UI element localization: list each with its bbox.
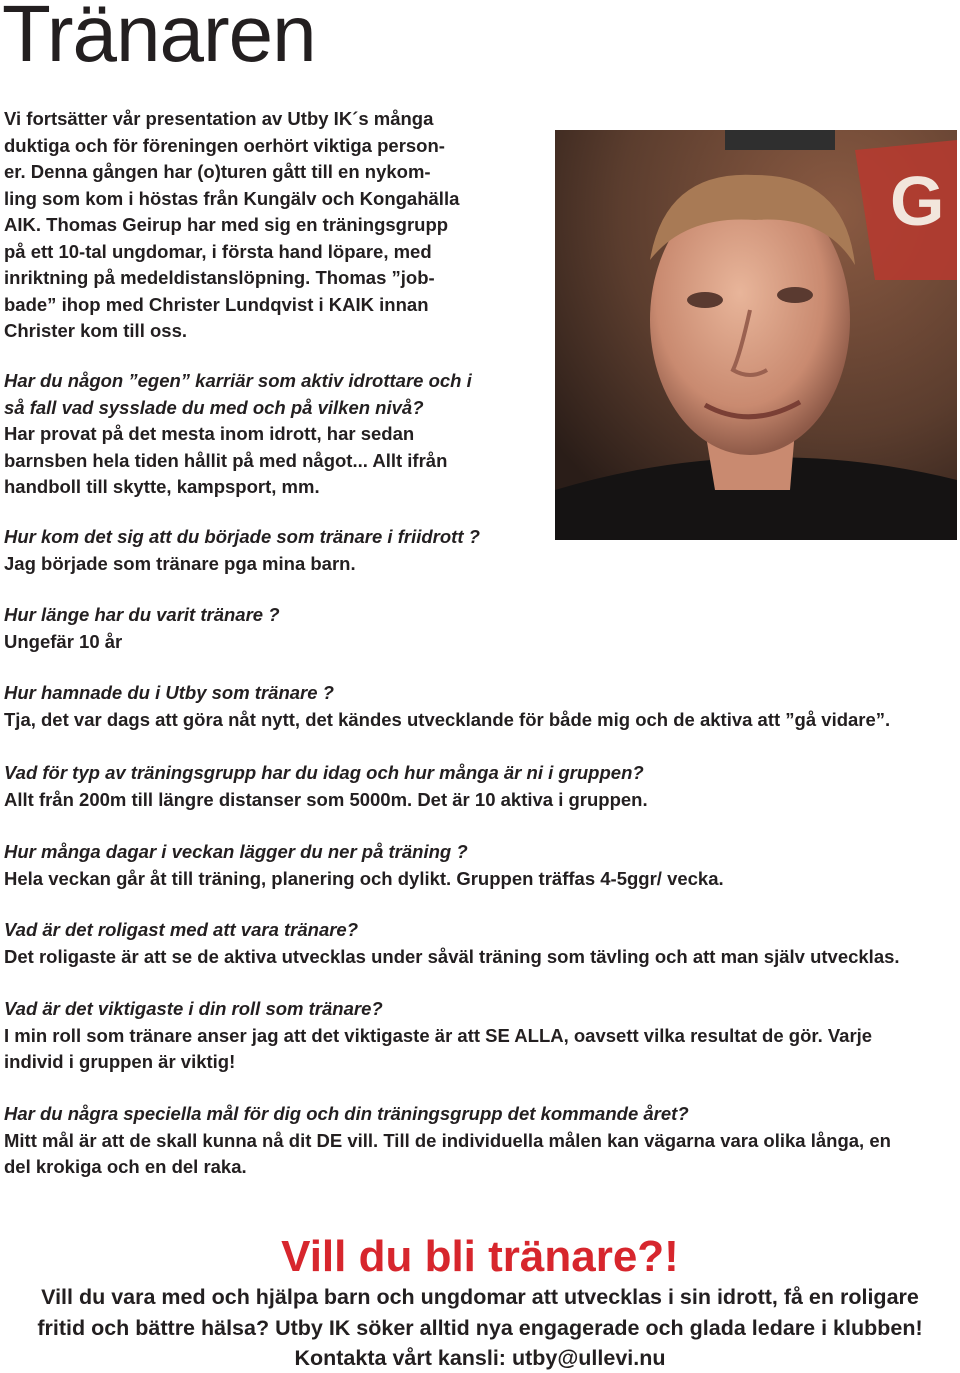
question-line: Hur hamnade du i Utby som tränare ?: [4, 682, 334, 703]
contact-label: Kontakta vårt kansli:: [294, 1346, 512, 1370]
question-line: Hur många dagar i veckan lägger du ner på träning ?: [4, 841, 468, 862]
intro-line: Vi fortsätter vår presentation av Utby IK´s många: [4, 108, 434, 129]
page-title: Tränaren: [2, 0, 316, 78]
intro-line: inriktning på medeldistanslöpning. Thomas ”job-: [4, 267, 435, 288]
intro-line: bade” ihop med Christer Lundqvist i KAIK innan: [4, 293, 429, 315]
qa-item: [4, 996, 959, 1076]
intro-line: duktiga och för föreningen oerhört viktiga person-: [4, 134, 445, 156]
intro-line: Christer kom till oss.: [4, 320, 187, 341]
qa-item: [4, 368, 494, 501]
intro-line: er. Denna gången har (o)turen gått till en nykom-: [4, 161, 431, 182]
qa-item: [4, 760, 959, 813]
answer-line: Tja, det var dags att göra nåt nytt, det kändes utvecklande för både mig och de aktiva att ”gå vidare”.: [4, 708, 891, 730]
wall-letter: G: [890, 162, 945, 240]
qa-item: [4, 917, 959, 970]
intro-paragraph: [4, 106, 490, 345]
coach-portrait-photo: [555, 130, 957, 540]
intro-line: på ett 10-tal ungdomar, i första hand löpare, med: [4, 240, 432, 262]
recruitment-text: [0, 1282, 960, 1344]
right-eye: [777, 287, 813, 303]
qa-item: [4, 602, 524, 655]
answer-line: del krokiga och en del raka.: [4, 1156, 247, 1177]
question-line: Vad är det roligast med att vara tränare?: [4, 919, 359, 940]
question-line: Vad är det viktigaste i din roll som tränare?: [4, 998, 383, 1019]
question-line: Vad för typ av träningsgrupp har du idag och hur många är ni i gruppen?: [4, 762, 644, 783]
answer-line: Mitt mål är att de skall kunna nå dit DE vill. Till de individuella målen kan vägarna vara olika långa, en: [4, 1129, 891, 1151]
question-line: Har du någon ”egen” karriär som aktiv idrottare och i: [4, 370, 472, 391]
ceiling-beam: [725, 130, 835, 150]
answer-line: Ungefär 10 år: [4, 630, 123, 652]
answer-line: Jag började som tränare pga mina barn.: [4, 552, 356, 574]
question-line: Har du några speciella mål för dig och din träningsgrupp det kommande året?: [4, 1103, 689, 1124]
answer-line: Hela veckan går åt till träning, planering och dylikt. Gruppen träffas 4-5ggr/ vecka.: [4, 867, 724, 889]
contact-line: [0, 1343, 960, 1373]
answer-line: Har provat på det mesta inom idrott, har sedan: [4, 423, 415, 444]
recruitment-line: fritid och bättre hälsa? Utby IK söker alltid nya engagerade och glada ledare i klubben!: [37, 1316, 923, 1340]
question-line: så fall vad sysslade du med och på vilken nivå?: [4, 396, 424, 418]
answer-line: Det roligaste är att se de aktiva utvecklas under såväl träning som tävling och att man själv utvecklas.: [4, 945, 900, 967]
answer-line: I min roll som tränare anser jag att det viktigaste är att SE ALLA, oavsett vilka resultat de gör. Varje: [4, 1024, 873, 1046]
answer-line: individ i gruppen är viktig!: [4, 1051, 236, 1072]
recruitment-heading: Vill du bli tränare?!: [281, 1232, 679, 1281]
contact-email-link[interactable]: utby@ullevi.nu: [511, 1346, 666, 1370]
answer-line: Allt från 200m till längre distanser som 5000m. Det är 10 aktiva i gruppen.: [4, 788, 648, 810]
qa-item: [4, 524, 524, 577]
intro-line: ling som kom i höstas från Kungälv och Kongahälla: [4, 187, 460, 209]
intro-line: AIK. Thomas Geirup har med sig en träningsgrupp: [4, 214, 449, 235]
qa-item: [4, 680, 959, 733]
recruitment-line: Vill du vara med och hjälpa barn och ungdomar att utvecklas i sin idrott, få en roligare: [41, 1285, 919, 1309]
question-line: Hur länge har du varit tränare ?: [4, 604, 280, 625]
qa-item: [4, 1101, 959, 1181]
question-line: Hur kom det sig att du började som tränare i friidrott ?: [4, 526, 480, 547]
answer-line: barnsben hela tiden hållit på med något... Allt ifrån: [4, 449, 448, 471]
qa-item: [4, 839, 959, 892]
answer-line: handboll till skytte, kampsport, mm.: [4, 476, 320, 497]
portrait-illustration: [555, 130, 957, 540]
left-eye: [687, 292, 723, 308]
